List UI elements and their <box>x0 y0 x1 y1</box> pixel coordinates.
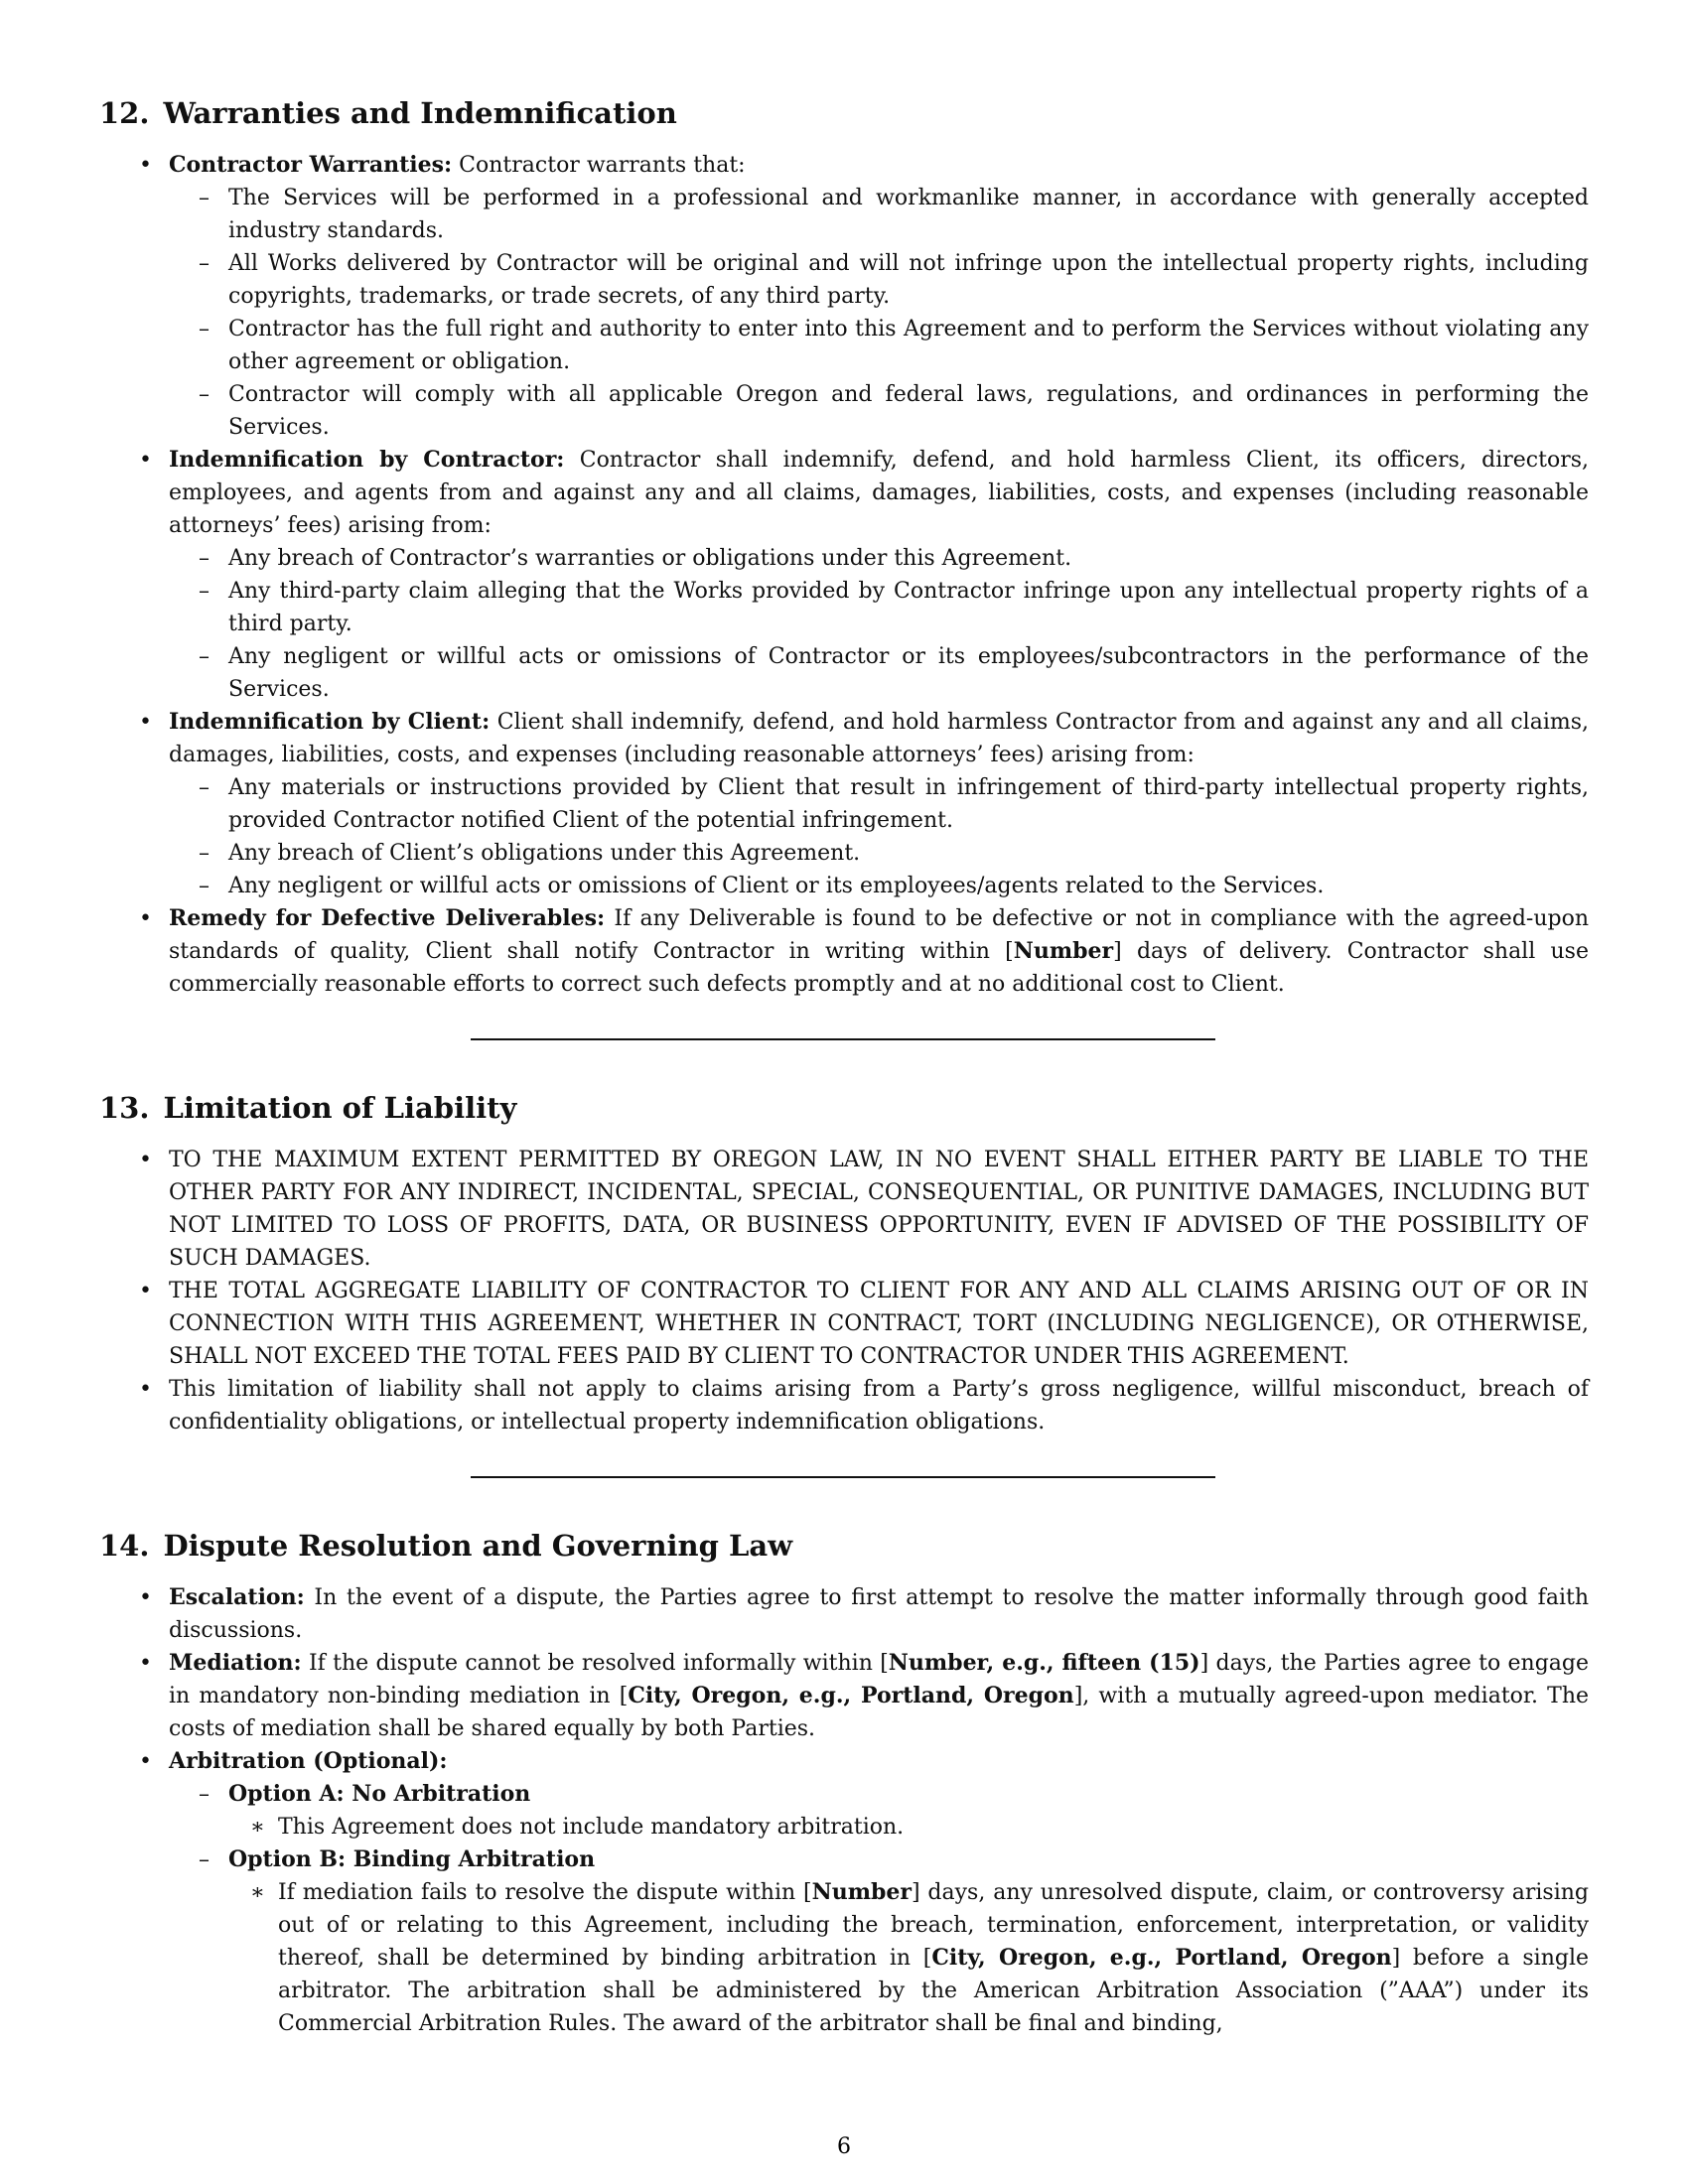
sub-list <box>169 182 1589 444</box>
item-label: Contractor Warranties: <box>169 152 453 178</box>
placeholder-field: Number <box>811 1879 912 1905</box>
option-label: Option A: No Arbitration <box>228 1781 531 1807</box>
option-label: Option B: Binding Arbitration <box>228 1846 596 1872</box>
section-13 <box>99 1084 1589 1478</box>
section-12-heading <box>99 89 1589 137</box>
item-label: Remedy for Defective Deliverables: <box>169 905 606 931</box>
item-text: ], with a mutually agreed-upon mediator. The costs of mediation shall be shared equally by both Parties. <box>169 1684 1590 1741</box>
list-item: • TO THE MAXIMUM EXTENT PERMITTED BY OREGON LAW, IN NO EVENT SHALL EITHER PARTY BE LIABLE TO THE OTHER PARTY FOR ANY INDIRECT, INCIDENTAL, SPECIAL, CONSEQUENTIAL, OR PUNITIVE DAMAGES, INCLUDING BUT NOT LIMITED TO LOSS OF PROFITS, DATA, OR BUSINESS OPPORTUNITY, EVEN IF ADVISED OF THE POSSIBILITY OF SUCH DAMAGES. <box>169 1144 1589 1275</box>
section-number: 12. <box>99 96 150 130</box>
sub-sub-list-item: ∗ This Agreement does not include mandatory arbitration. <box>278 1811 1589 1843</box>
item-text: Contractor warrants that: <box>452 153 746 178</box>
sub-list-item: – Any negligent or willful acts or omissions of Contractor or its employees/subcontractors in the performance of the Services. <box>228 640 1589 706</box>
sub-list-item-option-b <box>228 1843 1589 2040</box>
item-label: Indemnification by Client: <box>169 709 491 735</box>
list-item: • This limitation of liability shall not apply to claims arising from a Party’s gross negligence, willful misconduct, breach of confidentiality obligations, or intellectual property indemnification obligations. <box>169 1373 1589 1438</box>
section-divider <box>471 1038 1215 1040</box>
page-number: 6 <box>837 2134 851 2159</box>
section-12-list <box>99 149 1589 1001</box>
list-item-escalation <box>169 1581 1589 1647</box>
placeholder-field: City, Oregon, e.g., Portland, Oregon <box>931 1945 1392 1971</box>
section-13-list <box>99 1144 1589 1438</box>
sub-list-item: – Any negligent or willful acts or omissions of Client or its employees/agents related to the Services. <box>228 870 1589 902</box>
item-text: ] before a single arbitrator. The arbitration shall be administered by the American Arbitration Association (”AAA”) under its Commercial Arbitration Rules. The award of the arbitrator shall be final and binding, <box>278 1946 1589 2036</box>
sub-list-item: – Any third-party claim alleging that the Works provided by Contractor infringe upon any intellectual property rights of a third party. <box>228 575 1589 640</box>
sub-list <box>169 542 1589 706</box>
sub-list <box>169 1778 1589 2040</box>
sub-list-item: – The Services will be performed in a professional and workmanlike manner, in accordance with generally accepted industry standards. <box>228 182 1589 247</box>
sub-list-item: – All Works delivered by Contractor will be original and will not infringe upon the intellectual property rights, including copyrights, trademarks, or trade secrets, of any third party. <box>228 247 1589 313</box>
section-title: Limitation of Liability <box>163 1091 517 1125</box>
item-text: If the dispute cannot be resolved informally within [ <box>301 1651 889 1676</box>
item-text: In the event of a dispute, the Parties agree to first attempt to resolve the matter informally through good faith discussions. <box>169 1585 1589 1643</box>
sub-sub-list <box>228 1876 1589 2040</box>
list-item-indemnification-by-contractor <box>169 444 1589 706</box>
list-item-mediation <box>169 1647 1589 1745</box>
section-number: 14. <box>99 1529 150 1563</box>
placeholder-field: Number, e.g., fifteen (15) <box>888 1650 1200 1676</box>
sub-sub-list <box>228 1811 1589 1843</box>
placeholder-field: Number <box>1013 938 1114 964</box>
sub-sub-list-item <box>278 1876 1589 2040</box>
list-item-contractor-warranties <box>169 149 1589 444</box>
section-14 <box>99 1522 1589 2040</box>
item-text: If mediation fails to resolve the dispute within [ <box>278 1880 812 1905</box>
document-page <box>99 89 1589 2040</box>
list-item-remedy-defective-deliverables <box>169 902 1589 1001</box>
sub-list-item: – Any breach of Contractor’s warranties or obligations under this Agreement. <box>228 542 1589 575</box>
list-item-arbitration <box>169 1745 1589 2040</box>
section-divider <box>471 1476 1215 1478</box>
list-item: • THE TOTAL AGGREGATE LIABILITY OF CONTRACTOR TO CLIENT FOR ANY AND ALL CLAIMS ARISING OUT OF OR IN CONNECTION WITH THIS AGREEMENT, WHETHER IN CONTRACT, TORT (INCLUDING NEGLIGENCE), OR OTHERWISE, SHALL NOT EXCEED THE TOTAL FEES PAID BY CLIENT TO CONTRACTOR UNDER THIS AGREEMENT. <box>169 1275 1589 1373</box>
sub-list-item: – Contractor has the full right and authority to enter into this Agreement and to perform the Services without violating any other agreement or obligation. <box>228 313 1589 378</box>
item-text: Contractor shall indemnify, defend, and hold harmless Client, its officers, directors, employees, and agents from and against any and all claims, damages, liabilities, costs, and expenses (including reasonable attorneys’ fees) arising from: <box>169 448 1589 538</box>
item-label: Mediation: <box>169 1650 302 1676</box>
item-text: ] days, the Parties agree to engage in mandatory non-binding mediation in [ <box>169 1651 1589 1708</box>
sub-list-item: – Any materials or instructions provided by Client that result in infringement of third-party intellectual property rights, provided Contractor notified Client of the potential infringement. <box>228 771 1589 837</box>
item-text: ] days, any unresolved dispute, claim, or controversy arising out of or relating to this Agreement, including the breach, termination, enforcement, interpretation, or validity thereof, shall be determined by binding arbitration in [ <box>278 1880 1589 1971</box>
item-text: Client shall indemnify, defend, and hold harmless Contractor from and against any and all claims, damages, liabilities, costs, and expenses (including reasonable attorneys’ fees) arising from: <box>169 710 1589 767</box>
section-14-list <box>99 1581 1589 2040</box>
section-title: Dispute Resolution and Governing Law <box>163 1529 793 1563</box>
item-label: Escalation: <box>169 1584 305 1610</box>
section-title: Warranties and Indemnification <box>163 96 677 130</box>
sub-list <box>169 771 1589 902</box>
item-text: If any Deliverable is found to be defective or not in compliance with the agreed-upon standards of quality, Client shall notify Contractor in writing within [ <box>169 906 1589 964</box>
item-text: ] days of delivery. Contractor shall use commercially reasonable efforts to correct such defects promptly and at no additional cost to Client. <box>169 939 1589 997</box>
section-14-heading <box>99 1522 1589 1570</box>
sub-list-item: – Any breach of Client’s obligations under this Agreement. <box>228 837 1589 870</box>
item-label: Indemnification by Contractor: <box>169 447 565 473</box>
placeholder-field: City, Oregon, e.g., Portland, Oregon <box>628 1683 1074 1708</box>
sub-list-item: – Contractor will comply with all applicable Oregon and federal laws, regulations, and ordinances in performing the Services. <box>228 378 1589 444</box>
item-label: Arbitration (Optional): <box>169 1748 448 1774</box>
section-number: 13. <box>99 1091 150 1125</box>
sub-list-item-option-a <box>228 1778 1589 1843</box>
section-13-heading <box>99 1084 1589 1132</box>
section-12 <box>99 89 1589 1040</box>
list-item-indemnification-by-client <box>169 706 1589 902</box>
